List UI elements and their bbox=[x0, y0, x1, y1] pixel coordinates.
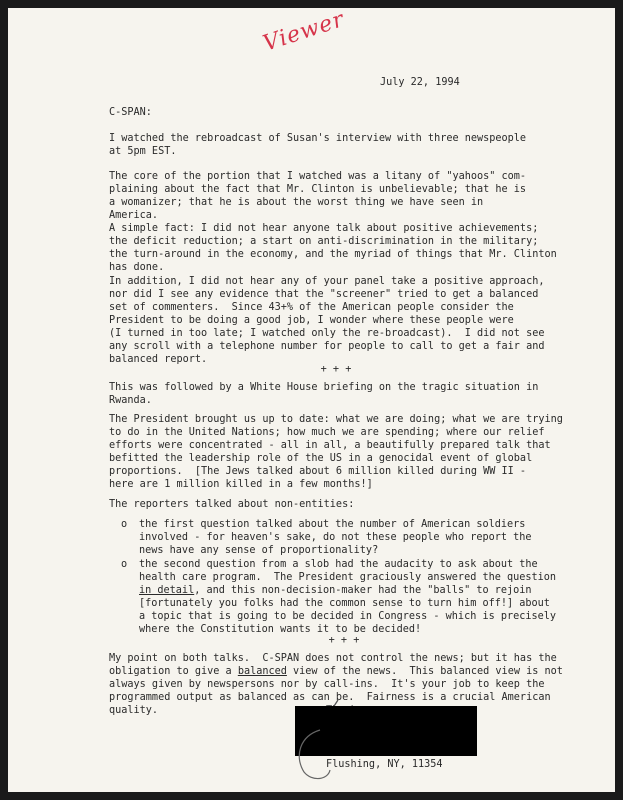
bullet-item-2-line-1: the second question from a slob had the audacity to ask about the bbox=[139, 559, 538, 570]
paragraph-8-rest: always given by newspersons nor by call-ins. It's your job to keep the programmed output as balanced as can be. Fairness is a crucial American quality. bbox=[109, 679, 551, 716]
letter-page bbox=[8, 8, 615, 792]
paragraph-4: In addition, I did not hear any of your panel take a positive approach, nor did I see any evidence that the "screener" tried to get a balanced set of commenters. Since 43+% of the American people consider the President to be doing a good job, I wonder where these people were (I turned in too late; I watched only the re-broadcast). I did not see any scroll with a telephone number for people to call to get a fair and balanced report. bbox=[109, 276, 545, 365]
paragraph-8-line-1: My point on both talks. C-SPAN does not control the news; but it has the bbox=[109, 653, 557, 664]
bullet-item-2-line-3-rest: , and this non-decision-maker had the "balls" to rejoin bbox=[194, 585, 532, 596]
bullet-item-1: the first question talked about the number of American soldiers involved - for heaven's sake, do not these people who report the news have any sense of proportionality? bbox=[139, 519, 532, 556]
paragraph-8-line-2-end: view of the news. This balanced view is not bbox=[286, 666, 563, 677]
paragraph-2: The core of the portion that I watched was a litany of "yahoos" com- plaining about the fact that Mr. Clinton is unbelievable; that he is a womanizer; that he is about the worst thing we have seen in America. bbox=[109, 171, 527, 221]
underlined-in-detail: in detail bbox=[139, 585, 195, 596]
bullet-marker-2: o bbox=[121, 559, 128, 570]
separator-1: + + + bbox=[320, 364, 352, 375]
paragraph-6: The President brought us up to date: what we are doing; what we are trying to do in the United Nations; how much we are spending; where our relief efforts were concentrated - all in all, a beautifully prepared talk that befitted the leadership role of the US in a genocidal event of global proportions. [The Jews talked about 6 million killed during WW II - here are 1 million killed in a few months!] bbox=[109, 414, 563, 490]
paragraph-3: A simple fact: I did not hear anyone talk about positive achievements; the deficit reduction; a start on anti-discrimination in the military; the turn-around in the economy, and the myriad of things that Mr. Clinton has done. bbox=[109, 223, 557, 273]
handwritten-loop-icon bbox=[290, 726, 340, 786]
bullet-item-2-line-2: health care program. The President graciously answered the question bbox=[139, 572, 557, 583]
paragraph-7: The reporters talked about non-entities: bbox=[109, 499, 355, 510]
salutation: C-SPAN: bbox=[109, 107, 152, 118]
handwritten-viewer-note: Viewer bbox=[260, 6, 348, 57]
paragraph-1: I watched the rebroadcast of Susan's interview with three newspeople at 5pm EST. bbox=[109, 133, 527, 157]
sender-address: Flushing, NY, 11354 bbox=[326, 759, 443, 770]
bullet-item-2-line-3 bbox=[139, 584, 532, 597]
paragraph-8-line-2 bbox=[109, 665, 579, 678]
separator-2: + + + bbox=[328, 635, 360, 646]
bullet-item-2-rest: [fortunately you folks had the common sense to turn him off!] about a topic that is going to be decided in Congress - which is precisely where the Constitution wants it to be decided! bbox=[139, 598, 557, 635]
underlined-balanced: balanced bbox=[237, 666, 287, 677]
paragraph-8-line-2-start: obligation to give a bbox=[109, 666, 238, 677]
bullet-marker-1: o bbox=[121, 519, 128, 530]
letter-date: July 22, 1994 bbox=[380, 77, 460, 88]
paragraph-5: This was followed by a White House briefing on the tragic situation in Rwanda. bbox=[109, 382, 539, 406]
